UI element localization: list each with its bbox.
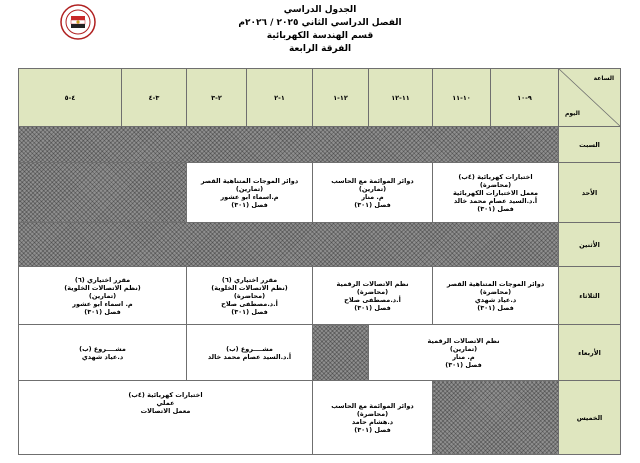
- corner-time-label: الساعة: [593, 75, 614, 82]
- time-header: ٢-٣: [187, 69, 247, 127]
- class-info-line: فصل (٣٠١): [445, 360, 482, 369]
- class-cell: [19, 267, 187, 325]
- class-info-line: مشــــروع (ب): [79, 344, 126, 353]
- class-info-line: د.هشام حامد: [351, 417, 394, 426]
- class-info-line: أ.د.السيد عصام محمد خالد: [453, 196, 538, 205]
- class-info-line: أ.د.مصطفى صلاح: [344, 295, 401, 304]
- class-info-line: (تمارين): [235, 184, 264, 193]
- class-info-line: نظم الاتصالات الرقمية: [427, 336, 500, 345]
- class-info-line: د.عياد شهدي: [81, 352, 124, 361]
- class-info-line: م. منار: [361, 192, 384, 201]
- class-info-line: اختبارات كهربائية (٤ب): [128, 391, 203, 399]
- class-info-line: (محاضرة): [356, 409, 389, 418]
- day-label-wednesday: الأربعاء: [559, 325, 621, 381]
- class-info-line: فصل (٣٠١): [354, 200, 391, 209]
- class-info-line: اختبارات كهربائية (٤ب): [458, 172, 533, 181]
- class-cell: [313, 267, 433, 325]
- class-info-line: عملي: [156, 399, 175, 407]
- class-info-line: فصل (٣٠١): [231, 200, 268, 209]
- class-info-line: (محاضرة): [479, 287, 512, 296]
- day-label-thursday: الخميس: [559, 381, 621, 455]
- class-info-line: دوائر الموجات المتناهية القصر: [446, 279, 545, 288]
- class-cell: [313, 163, 433, 223]
- class-info-line: (محاضرة): [479, 180, 512, 189]
- department-line: قسم الهندسة الكهربائية: [266, 31, 374, 41]
- corner-cell: [559, 69, 621, 127]
- class-info-line: (تمارين): [449, 344, 478, 353]
- day-label-tuesday: الثلاثاء: [559, 267, 621, 325]
- empty-slot: [19, 127, 559, 163]
- class-info-line: فصل (٣٠١): [477, 204, 514, 213]
- empty-slot: [19, 163, 187, 223]
- empty-slot: [433, 381, 559, 455]
- class-info-line: دوائر الموائمة مع الحاسب: [331, 176, 414, 185]
- class-info-line: م. اسماء ابو عشور: [72, 299, 133, 308]
- class-info-line: معمل الاختبارات الكهربائية: [452, 188, 539, 197]
- class-cell: [19, 381, 313, 455]
- class-info-line: دوائر الموجات المتناهية القصر: [200, 176, 299, 185]
- time-header: ٤-٥: [19, 69, 122, 127]
- class-info-line: (محاضرة): [233, 291, 266, 300]
- empty-slot: [19, 223, 559, 267]
- class-info-line: مقرر اختياري (٦): [74, 275, 131, 284]
- time-header: ٩-١٠: [491, 69, 559, 127]
- class-info-line: أ.د.السيد عصام محمد خالد: [207, 352, 292, 361]
- time-header: ١٢-١: [313, 69, 369, 127]
- class-info-line: د.عياد شهدي: [474, 295, 517, 304]
- class-cell: [19, 325, 187, 381]
- class-info-line: (محاضرة): [356, 287, 389, 296]
- class-info-line: مشــــروع (ب): [226, 344, 273, 353]
- university-logo: [60, 4, 96, 40]
- day-label-sunday: الأحد: [559, 163, 621, 223]
- class-info-line: فصل (٣٠١): [354, 425, 391, 434]
- class-info-line: نظم الاتصالات الرقمية: [336, 279, 409, 288]
- class-info-line: دوائر الموائمة مع الحاسب: [331, 401, 414, 410]
- class-cell: [433, 267, 559, 325]
- class-cell: [187, 325, 313, 381]
- time-header: ١١-١٢: [369, 69, 433, 127]
- class-info-line: (نظم الاتصالات الخلوية): [211, 283, 288, 292]
- corner-day-label: اليوم: [565, 110, 580, 117]
- schedule-title: الجدول الدراسي: [283, 5, 357, 15]
- empty-slot: [313, 325, 369, 381]
- time-header: ١-٢: [247, 69, 313, 127]
- schedule-table: [18, 68, 621, 455]
- class-cell: [187, 267, 313, 325]
- class-info-line: (تمارين): [358, 184, 387, 193]
- class-cell: [433, 163, 559, 223]
- class-info-line: م.اسماء ابو عشور: [220, 192, 279, 201]
- class-info-line: فصل (٣٠١): [354, 303, 391, 312]
- class-info-line: مقرر اختياري (٦): [221, 275, 278, 284]
- class-info-line: م. منار: [452, 352, 475, 361]
- day-label-monday: الأثنين: [559, 223, 621, 267]
- class-info-line: فصل (٣٠١): [84, 307, 121, 316]
- term-line: الفصل الدراسي الثاني ٢٠٢٥ / ٢٠٢٦م: [238, 18, 402, 28]
- class-info-line: فصل (٣٠١): [231, 307, 268, 316]
- class-info-line: فصل (٣٠١): [477, 303, 514, 312]
- class-cell: [369, 325, 559, 381]
- day-label-saturday: السبت: [559, 127, 621, 163]
- class-info-line: أ.د.مصطفى صلاح: [221, 299, 278, 308]
- class-info-line: معمل الاتصالات: [140, 407, 191, 415]
- class-cell: [313, 381, 433, 455]
- class-info-line: (نظم الاتصالات الخلوية): [64, 283, 141, 292]
- time-header: ٣-٤: [122, 69, 187, 127]
- time-header: ١٠-١١: [433, 69, 491, 127]
- class-cell: [187, 163, 313, 223]
- class-info-line: (تمارين): [88, 291, 117, 300]
- level-line: الفرقة الرابعة: [288, 44, 352, 54]
